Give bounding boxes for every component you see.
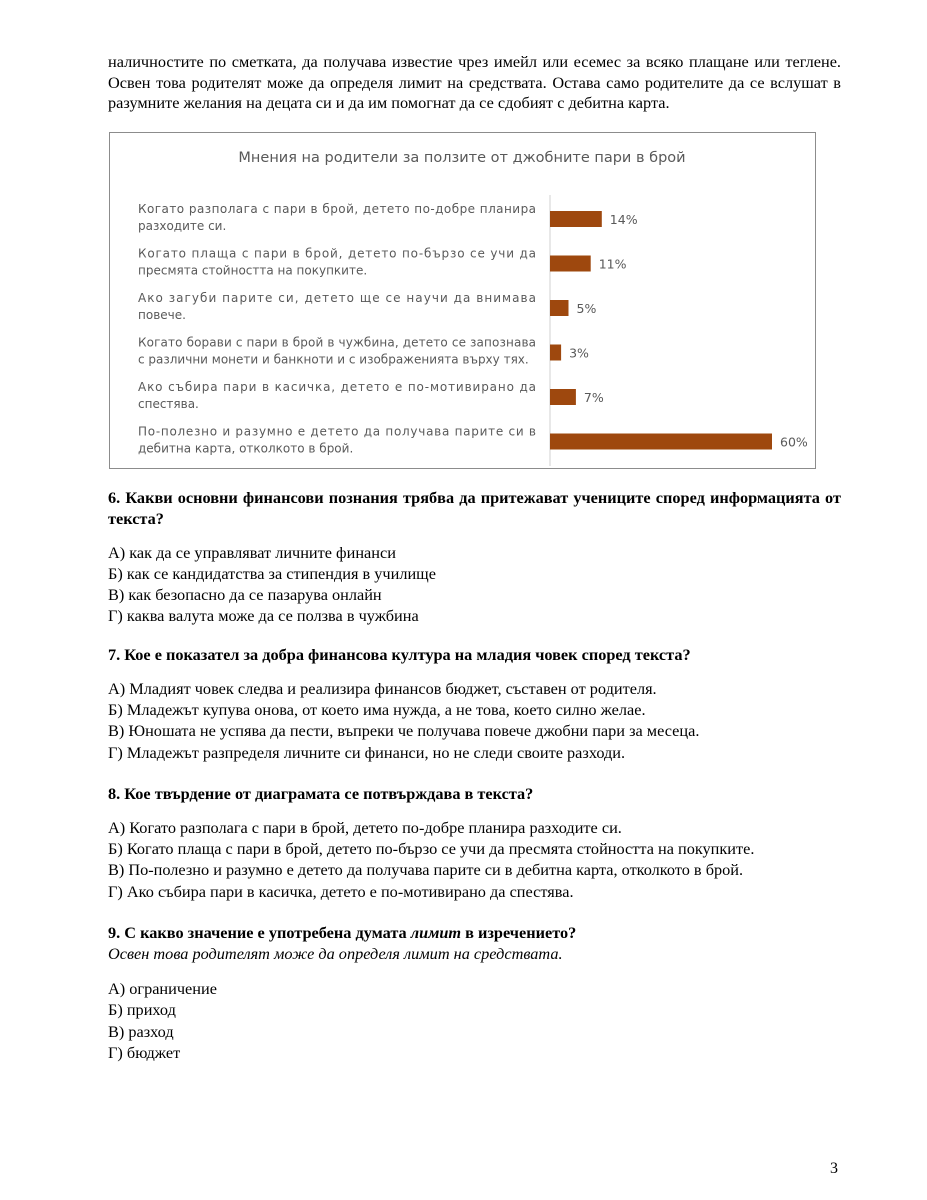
chart-category-label: Когато борави с пари в брой в чужбина, детето се запознава xyxy=(138,335,536,349)
chart-bar xyxy=(550,433,772,449)
question-8-option-c: В) По-полезно и разумно е детето да получава парите си в дебитна карта, отколкото в брой. xyxy=(108,860,744,880)
bar-chart xyxy=(109,132,816,469)
chart-data-label: 5% xyxy=(576,300,597,316)
question-9-title-start: 9. С какво значение е употребена думата xyxy=(108,923,411,943)
chart-data-label: 14% xyxy=(609,211,638,227)
chart-canvas xyxy=(110,133,815,468)
question-9-options xyxy=(108,978,841,1063)
chart-category-label: Когато плаща с пари в брой, детето по-бързо се учи да xyxy=(138,246,536,260)
question-9 xyxy=(108,922,841,1063)
chart-data-label: 60% xyxy=(780,434,808,449)
question-8 xyxy=(108,783,841,902)
question-9-option-c: В) разход xyxy=(108,1021,174,1041)
question-9-option-b: Б) приход xyxy=(108,1000,176,1020)
chart-category-label: Ако загуби парите си, детето ще се научи да внимава xyxy=(138,290,536,305)
question-6-options xyxy=(108,542,841,627)
chart-category-label: разходите си. xyxy=(138,218,227,233)
question-8-title: 8. Кое твърдение от диаграмата се потвърждава в текста? xyxy=(108,783,534,803)
chart-category-label: с различни монети и банкноти и с изображенията върху тях. xyxy=(138,352,529,366)
question-7-option-a: А) Младият човек следва и реализира финансов бюджет, съставен от родителя. xyxy=(108,678,657,698)
chart-bar xyxy=(550,300,569,316)
chart-bar xyxy=(550,211,602,227)
chart-category-label: дебитна карта, отколкото в брой. xyxy=(138,441,354,455)
question-9-option-a: А) ограничение xyxy=(108,979,217,999)
chart-title: Мнения на родители за ползите от джобните пари в брой xyxy=(238,149,686,166)
question-7-option-c: В) Юношата не успява да пести, въпреки че получава повече джобни пари за месеца. xyxy=(108,721,700,741)
page-number: 3 xyxy=(830,1160,838,1177)
chart-bar xyxy=(550,255,591,271)
chart-category-label: повече. xyxy=(138,307,186,322)
question-6-option-c: В) как безопасно да се пазарува онлайн xyxy=(108,585,382,605)
chart-bar xyxy=(550,389,576,405)
chart-data-label: 11% xyxy=(598,256,627,271)
chart-bar xyxy=(550,344,561,360)
question-6 xyxy=(108,487,841,627)
question-8-option-a: А) Когато разполага с пари в брой, детето по-добре планира разходите си. xyxy=(108,817,622,837)
question-7-option-b: Б) Младежът купува онова, от което има нужда, а не това, което силно желае. xyxy=(108,699,646,719)
chart-category-label: Ако събира пари в касичка, детето е по-мотивирано да xyxy=(138,379,536,394)
question-7-options xyxy=(108,678,841,763)
chart-category-label: пресмята стойността на покупките. xyxy=(138,263,368,277)
question-9-title xyxy=(108,922,841,943)
question-8-option-b: Б) Когато плаща с пари в брой, детето по-бързо се учи да пресмята стойността на покупките. xyxy=(108,839,755,859)
document-page xyxy=(108,52,841,1063)
question-9-quote: Освен това родителят може да определя лимит на средствата. xyxy=(108,944,563,964)
question-7-option-d: Г) Младежът разпределя личните си финанси, но не следи своите разходи. xyxy=(108,742,626,762)
question-8-options xyxy=(108,817,841,902)
question-6-title: 6. Какви основни финансови познания трябва да притежават учениците според информацията от текста? xyxy=(108,487,841,528)
question-6-option-b: Б) как се кандидатства за стипендия в училище xyxy=(108,563,436,583)
chart-category-label: Когато разполага с пари в брой, детето по-добре планира xyxy=(138,201,536,216)
chart-category-label: спестява. xyxy=(138,396,199,411)
intro-paragraph: наличностите по сметката, да получава известие чрез имейл или есемес за всяко плащане или теглене. Освен това родителят може да определя лимит на средствата. Остава само родителите да се вслушат в разумните желания на децата си и да им помогнат да се сдобият с дебитна карта. xyxy=(108,52,841,112)
question-8-option-d: Г) Ако събира пари в касичка, детето е по-мотивирано да спестява. xyxy=(108,881,574,901)
question-6-option-d: Г) каква валута може да се ползва в чужбина xyxy=(108,606,419,626)
question-9-title-end: в изречението? xyxy=(461,923,577,943)
chart-category-label: По-полезно и разумно е детето да получава парите си в xyxy=(138,424,536,438)
chart-data-label: 3% xyxy=(569,345,589,360)
question-6-option-a: А) как да се управляват личните финанси xyxy=(108,542,396,562)
question-9-title-keyword: лимит xyxy=(410,923,462,943)
question-9-option-d: Г) бюджет xyxy=(108,1042,181,1062)
question-7-title: 7. Кое е показател за добра финансова култура на младия човек според текста? xyxy=(108,644,691,664)
question-7 xyxy=(108,644,841,763)
chart-data-label: 7% xyxy=(583,389,604,405)
